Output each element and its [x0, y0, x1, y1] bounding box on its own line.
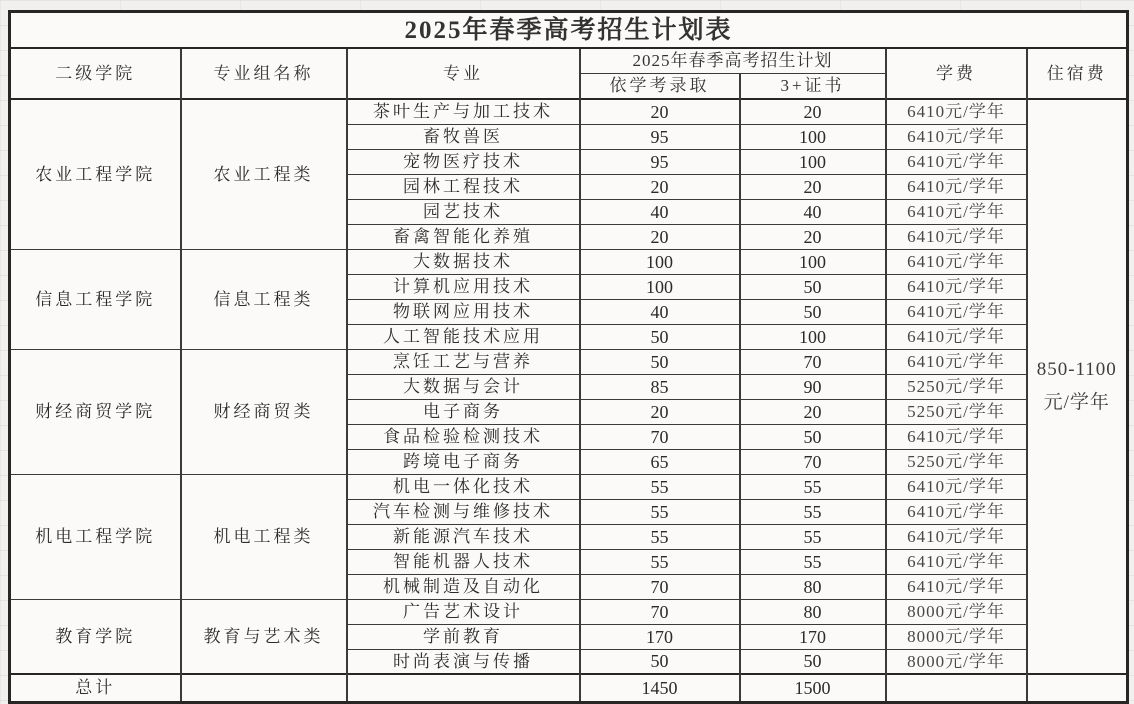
major-cell: 食品检验检测技术 — [347, 424, 580, 449]
major-cell: 学前教育 — [347, 624, 580, 649]
cert-count-cell: 50 — [740, 424, 886, 449]
major-group-cell: 机电工程类 — [181, 474, 347, 599]
header-cert: 3+证书 — [740, 73, 886, 99]
tuition-cell: 5250元/学年 — [886, 374, 1027, 399]
cert-count-cell: 40 — [740, 199, 886, 224]
major-cell: 时尚表演与传播 — [347, 649, 580, 674]
tuition-cell: 6410元/学年 — [886, 249, 1027, 274]
major-cell: 汽车检测与维修技术 — [347, 499, 580, 524]
total-empty-group-cell — [181, 674, 347, 702]
cert-count-cell: 20 — [740, 399, 886, 424]
cert-count-cell: 55 — [740, 524, 886, 549]
header-major-group: 专业组名称 — [181, 48, 347, 99]
table-body — [10, 99, 1128, 674]
table-footer — [10, 674, 1128, 702]
major-group-cell: 教育与艺术类 — [181, 599, 347, 674]
total-empty-tuition-cell — [886, 674, 1027, 702]
header-tuition: 学费 — [886, 48, 1027, 99]
total-empty-accommodation-cell — [1027, 674, 1128, 702]
tuition-cell: 8000元/学年 — [886, 624, 1027, 649]
cert-count-cell: 170 — [740, 624, 886, 649]
by-exam-count-cell: 100 — [580, 274, 740, 299]
tuition-cell: 5250元/学年 — [886, 399, 1027, 424]
by-exam-count-cell: 55 — [580, 474, 740, 499]
cert-count-cell: 50 — [740, 299, 886, 324]
college-cell: 农业工程学院 — [10, 99, 181, 249]
cert-count-cell: 100 — [740, 324, 886, 349]
by-exam-count-cell: 20 — [580, 399, 740, 424]
major-cell: 茶叶生产与加工技术 — [347, 99, 580, 124]
major-cell: 大数据与会计 — [347, 374, 580, 399]
by-exam-count-cell: 55 — [580, 524, 740, 549]
by-exam-count-cell: 95 — [580, 124, 740, 149]
by-exam-count-cell: 170 — [580, 624, 740, 649]
major-cell: 智能机器人技术 — [347, 549, 580, 574]
tuition-cell: 6410元/学年 — [886, 324, 1027, 349]
by-exam-count-cell: 50 — [580, 649, 740, 674]
by-exam-count-cell: 20 — [580, 224, 740, 249]
tuition-cell: 6410元/学年 — [886, 149, 1027, 174]
college-cell: 信息工程学院 — [10, 249, 181, 349]
cert-count-cell: 20 — [740, 99, 886, 124]
college-cell: 财经商贸学院 — [10, 349, 181, 474]
header-major: 专业 — [347, 48, 580, 99]
header-plan: 2025年春季高考招生计划 — [580, 48, 886, 73]
cert-count-cell: 100 — [740, 149, 886, 174]
by-exam-count-cell: 50 — [580, 349, 740, 374]
tuition-cell: 6410元/学年 — [886, 299, 1027, 324]
title-row — [10, 12, 1128, 49]
total-label-cell: 总计 — [10, 674, 181, 702]
cert-count-cell: 50 — [740, 274, 886, 299]
cert-count-cell: 80 — [740, 574, 886, 599]
college-cell: 机电工程学院 — [10, 474, 181, 599]
cert-count-cell: 100 — [740, 249, 886, 274]
tuition-cell: 6410元/学年 — [886, 199, 1027, 224]
cert-count-cell: 50 — [740, 649, 886, 674]
major-cell: 跨境电子商务 — [347, 449, 580, 474]
total-by-exam-cell: 1450 — [580, 674, 740, 702]
cert-count-cell: 70 — [740, 449, 886, 474]
by-exam-count-cell: 70 — [580, 424, 740, 449]
by-exam-count-cell: 85 — [580, 374, 740, 399]
tuition-cell: 6410元/学年 — [886, 499, 1027, 524]
header-by-exam: 依学考录取 — [580, 73, 740, 99]
by-exam-count-cell: 65 — [580, 449, 740, 474]
major-cell: 电子商务 — [347, 399, 580, 424]
by-exam-count-cell: 50 — [580, 324, 740, 349]
table-row — [10, 249, 1128, 274]
by-exam-count-cell: 40 — [580, 199, 740, 224]
major-cell: 新能源汽车技术 — [347, 524, 580, 549]
major-cell: 人工智能技术应用 — [347, 324, 580, 349]
major-cell: 机电一体化技术 — [347, 474, 580, 499]
major-cell: 机械制造及自动化 — [347, 574, 580, 599]
table-row — [10, 99, 1128, 124]
tuition-cell: 6410元/学年 — [886, 174, 1027, 199]
enrollment-plan-table — [8, 10, 1129, 704]
by-exam-count-cell: 100 — [580, 249, 740, 274]
by-exam-count-cell: 55 — [580, 499, 740, 524]
major-cell: 畜牧兽医 — [347, 124, 580, 149]
total-cert-cell: 1500 — [740, 674, 886, 702]
cert-count-cell: 80 — [740, 599, 886, 624]
tuition-cell: 6410元/学年 — [886, 524, 1027, 549]
tuition-cell: 8000元/学年 — [886, 649, 1027, 674]
major-group-cell: 农业工程类 — [181, 99, 347, 249]
by-exam-count-cell: 70 — [580, 599, 740, 624]
table-row — [10, 474, 1128, 499]
major-cell: 宠物医疗技术 — [347, 149, 580, 174]
major-cell: 园林工程技术 — [347, 174, 580, 199]
cert-count-cell: 20 — [740, 224, 886, 249]
header-college: 二级学院 — [10, 48, 181, 99]
table-title: 2025年春季高考招生计划表 — [10, 12, 1128, 49]
tuition-cell: 6410元/学年 — [886, 224, 1027, 249]
cert-count-cell: 55 — [740, 549, 886, 574]
major-cell: 畜禽智能化养殖 — [347, 224, 580, 249]
table-row — [10, 599, 1128, 624]
cert-count-cell: 100 — [740, 124, 886, 149]
total-row — [10, 674, 1128, 702]
table-row — [10, 349, 1128, 374]
accommodation-fee-line2: 元/学年 — [1043, 391, 1110, 413]
header-row-1 — [10, 48, 1128, 73]
accommodation-fee-cell — [1027, 99, 1128, 674]
major-group-cell: 财经商贸类 — [181, 349, 347, 474]
cert-count-cell: 20 — [740, 174, 886, 199]
by-exam-count-cell: 20 — [580, 174, 740, 199]
cert-count-cell: 55 — [740, 474, 886, 499]
by-exam-count-cell: 55 — [580, 549, 740, 574]
by-exam-count-cell: 95 — [580, 149, 740, 174]
tuition-cell: 6410元/学年 — [886, 349, 1027, 374]
accommodation-fee-line1: 850-1100 — [1036, 359, 1117, 381]
tuition-cell: 6410元/学年 — [886, 549, 1027, 574]
cert-count-cell: 70 — [740, 349, 886, 374]
tuition-cell: 6410元/学年 — [886, 99, 1027, 124]
major-cell: 计算机应用技术 — [347, 274, 580, 299]
by-exam-count-cell: 20 — [580, 99, 740, 124]
by-exam-count-cell: 70 — [580, 574, 740, 599]
tuition-cell: 6410元/学年 — [886, 574, 1027, 599]
cert-count-cell: 90 — [740, 374, 886, 399]
tuition-cell: 6410元/学年 — [886, 274, 1027, 299]
major-cell: 广告艺术设计 — [347, 599, 580, 624]
table-header — [10, 12, 1128, 100]
tuition-cell: 5250元/学年 — [886, 449, 1027, 474]
total-empty-major-cell — [347, 674, 580, 702]
tuition-cell: 6410元/学年 — [886, 124, 1027, 149]
by-exam-count-cell: 40 — [580, 299, 740, 324]
major-group-cell: 信息工程类 — [181, 249, 347, 349]
major-cell: 物联网应用技术 — [347, 299, 580, 324]
major-cell: 大数据技术 — [347, 249, 580, 274]
major-cell: 烹饪工艺与营养 — [347, 349, 580, 374]
cert-count-cell: 55 — [740, 499, 886, 524]
tuition-cell: 6410元/学年 — [886, 474, 1027, 499]
college-cell: 教育学院 — [10, 599, 181, 674]
header-accommodation: 住宿费 — [1027, 48, 1128, 99]
tuition-cell: 6410元/学年 — [886, 424, 1027, 449]
major-cell: 园艺技术 — [347, 199, 580, 224]
tuition-cell: 8000元/学年 — [886, 599, 1027, 624]
